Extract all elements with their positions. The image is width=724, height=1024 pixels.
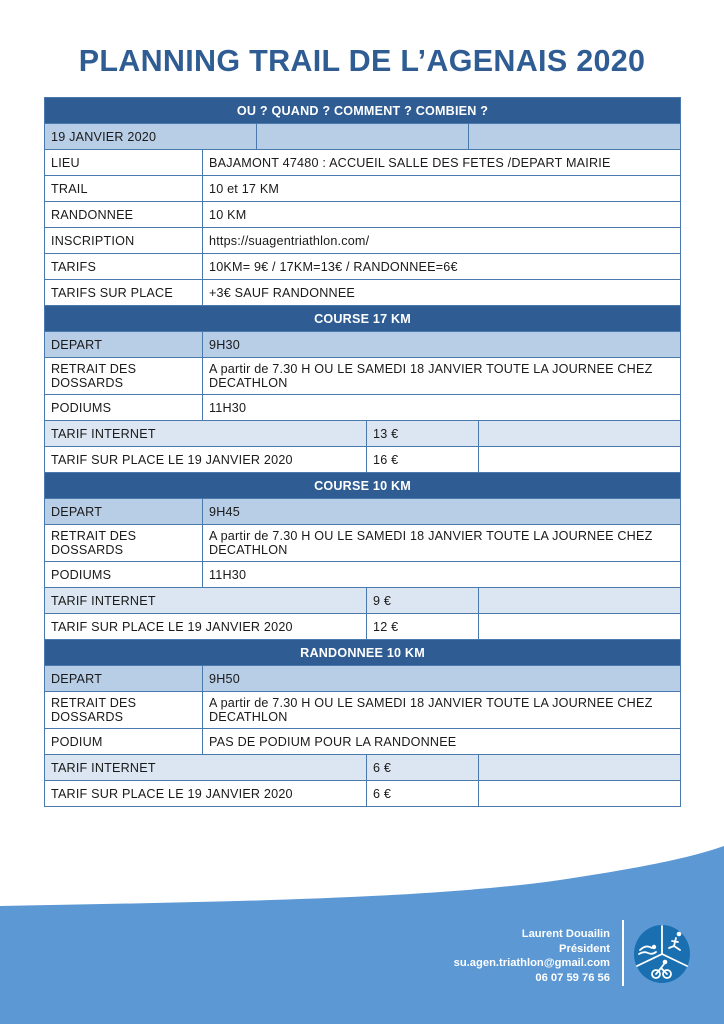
page-title: PLANNING TRAIL DE L’AGENAIS 2020 xyxy=(78,44,646,78)
podium-value: 11H30 xyxy=(203,395,681,421)
tarif-place-value: 6 € xyxy=(367,781,479,807)
general-header: OU ? QUAND ? COMMENT ? COMBIEN ? xyxy=(45,98,681,124)
info-label: LIEU xyxy=(45,150,203,176)
tarif-place-label: TARIF SUR PLACE LE 19 JANVIER 2020 xyxy=(45,614,367,640)
info-row-trail xyxy=(45,176,681,202)
contact-name: Laurent Douailin xyxy=(521,928,610,940)
tarif-place-value: 12 € xyxy=(367,614,479,640)
retrait-value: A partir de 7.30 H OU LE SAMEDI 18 JANVIER TOUTE LA JOURNEE CHEZ DECATHLON xyxy=(203,525,681,562)
footer-wave xyxy=(0,840,724,1024)
info-value: 10 KM xyxy=(203,202,681,228)
empty-cell xyxy=(479,781,681,807)
depart-label: DEPART xyxy=(45,666,203,692)
section-header-row xyxy=(45,306,681,332)
tarif-internet-value: 6 € xyxy=(367,755,479,781)
empty-cell xyxy=(479,447,681,473)
podium-row xyxy=(45,395,681,421)
podium-label: PODIUM xyxy=(45,729,203,755)
tarif-place-row xyxy=(45,781,681,807)
tarif-internet-value: 13 € xyxy=(367,421,479,447)
section-header: RANDONNEE 10 KM xyxy=(45,640,681,666)
info-row-tarifs xyxy=(45,254,681,280)
retrait-value: A partir de 7.30 H OU LE SAMEDI 18 JANVIER TOUTE LA JOURNEE CHEZ DECATHLON xyxy=(203,692,681,729)
tarif-internet-label: TARIF INTERNET xyxy=(45,755,367,781)
depart-row xyxy=(45,499,681,525)
info-value: BAJAMONT 47480 : ACCUEIL SALLE DES FETES /DEPART MAIRIE xyxy=(203,150,681,176)
contact-phone: 06 07 59 76 56 xyxy=(535,971,610,984)
info-label: TRAIL xyxy=(45,176,203,202)
contact-role: Président xyxy=(559,942,610,955)
tarif-internet-row xyxy=(45,755,681,781)
section-header: COURSE 17 KM xyxy=(45,306,681,332)
triathlon-logo-icon xyxy=(632,924,692,984)
podium-value: 11H30 xyxy=(203,562,681,588)
retrait-value: A partir de 7.30 H OU LE SAMEDI 18 JANVIER TOUTE LA JOURNEE CHEZ DECATHLON xyxy=(203,358,681,395)
tarif-internet-label: TARIF INTERNET xyxy=(45,588,367,614)
section-header-row xyxy=(45,473,681,499)
depart-row xyxy=(45,332,681,358)
inscription-link[interactable]: https://suagentriathlon.com/ xyxy=(203,228,681,254)
event-date: 19 JANVIER 2020 xyxy=(45,124,257,150)
retrait-row xyxy=(45,525,681,562)
depart-time: 9H30 xyxy=(203,332,681,358)
contact-block xyxy=(454,927,610,985)
empty-cell xyxy=(479,421,681,447)
retrait-label: RETRAIT DES DOSSARDS xyxy=(45,525,203,562)
section-header: COURSE 10 KM xyxy=(45,473,681,499)
schedule-table xyxy=(44,97,681,807)
section-header-row xyxy=(45,640,681,666)
tarif-place-value: 16 € xyxy=(367,447,479,473)
podium-row xyxy=(45,729,681,755)
info-label: TARIFS SUR PLACE xyxy=(45,280,203,306)
tarif-internet-label: TARIF INTERNET xyxy=(45,421,367,447)
info-row-tarifs-sur-place xyxy=(45,280,681,306)
tarif-internet-row xyxy=(45,588,681,614)
contact-email[interactable]: su.agen.triathlon@gmail.com xyxy=(453,957,610,969)
retrait-row xyxy=(45,358,681,395)
retrait-label: RETRAIT DES DOSSARDS xyxy=(45,358,203,395)
date-row xyxy=(45,124,681,150)
info-label: TARIFS xyxy=(45,254,203,280)
footer-divider xyxy=(622,920,624,986)
empty-cell xyxy=(479,588,681,614)
depart-label: DEPART xyxy=(45,499,203,525)
info-label: RANDONNEE xyxy=(45,202,203,228)
tarif-internet-row xyxy=(45,421,681,447)
info-value: 10KM= 9€ / 17KM=13€ / RANDONNEE=6€ xyxy=(203,254,681,280)
empty-cell xyxy=(479,755,681,781)
podium-row xyxy=(45,562,681,588)
tarif-internet-value: 9 € xyxy=(367,588,479,614)
depart-row xyxy=(45,666,681,692)
podium-value: PAS DE PODIUM POUR LA RANDONNEE xyxy=(203,729,681,755)
retrait-label: RETRAIT DES DOSSARDS xyxy=(45,692,203,729)
tarif-place-row xyxy=(45,614,681,640)
depart-label: DEPART xyxy=(45,332,203,358)
info-label: INSCRIPTION xyxy=(45,228,203,254)
info-value: 10 et 17 KM xyxy=(203,176,681,202)
depart-time: 9H50 xyxy=(203,666,681,692)
info-row-inscription xyxy=(45,228,681,254)
podium-label: PODIUMS xyxy=(45,562,203,588)
tarif-place-label: TARIF SUR PLACE LE 19 JANVIER 2020 xyxy=(45,447,367,473)
depart-time: 9H45 xyxy=(203,499,681,525)
info-row-lieu xyxy=(45,150,681,176)
info-row-randonnee xyxy=(45,202,681,228)
podium-label: PODIUMS xyxy=(45,395,203,421)
general-header-row xyxy=(45,98,681,124)
retrait-row xyxy=(45,692,681,729)
empty-cell xyxy=(479,614,681,640)
empty-cell xyxy=(469,124,681,150)
info-value: +3€ SAUF RANDONNEE xyxy=(203,280,681,306)
empty-cell xyxy=(257,124,469,150)
tarif-place-label: TARIF SUR PLACE LE 19 JANVIER 2020 xyxy=(45,781,367,807)
tarif-place-row xyxy=(45,447,681,473)
